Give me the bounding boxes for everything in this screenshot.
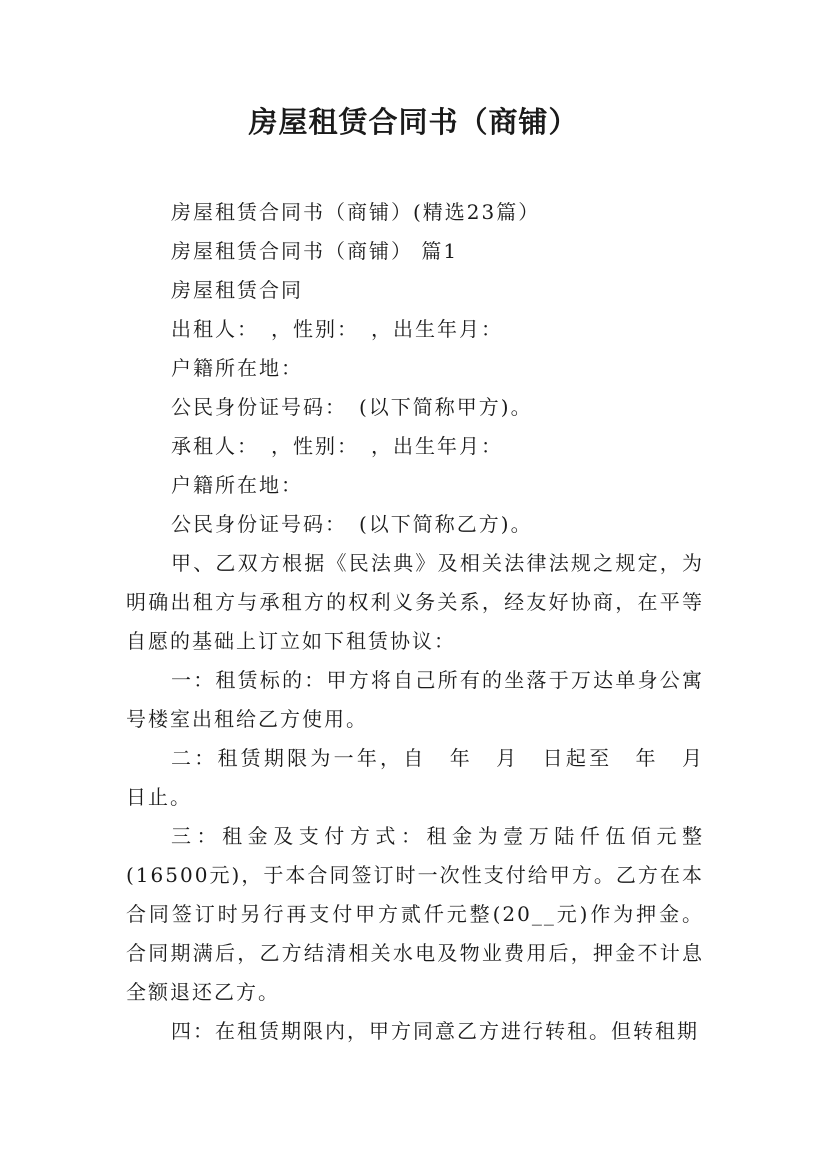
lessee-id-number: 公民身份证号码： (以下简称乙方)。 [171,512,533,536]
lessee-info: 承租人： ，性别： ，出生年月： [171,434,503,458]
document-title: 房屋租赁合同书（商铺） [248,105,579,139]
document-body [126,193,726,1051]
clause-3-paragraph: 三：租金及支付方式：租金为壹万陆仟伍佰元整(16500元)，于本合同签订时一次性支付给甲方。乙方在本合同签订时另行再支付甲方贰仟元整(20__元)作为押金。合同期满后，乙方结清相关水电及物业费用后，押金不计息全额退还乙方。 [126,824,704,1004]
preamble-paragraph: 甲、乙双方根据《民法典》及相关法律法规之规定，为明确出租方与承租方的权利义务关系，经友好协商，在平等自愿的基础上订立如下租赁协议： [126,551,704,653]
lessee-residence: 户籍所在地： [171,473,303,497]
clause-2-paragraph: 二：租赁期限为一年，自 年 月 日起至 年 月 日止。 [126,746,726,809]
clause-1-paragraph: 一：租赁标的：甲方将自己所有的坐落于万达单身公寓号楼室出租给乙方使用。 [126,668,704,731]
clause-4-paragraph: 四：在租赁期限内，甲方同意乙方进行转租。但转租期 [171,1019,699,1043]
lessor-info: 出租人： ，性别： ，出生年月： [171,317,503,341]
lessor-residence: 户籍所在地： [171,356,303,380]
section-heading: 房屋租赁合同书（商铺） 篇1 [171,239,459,263]
lessor-id-number: 公民身份证号码： (以下简称甲方)。 [171,395,533,419]
contract-heading: 房屋租赁合同 [171,278,303,302]
subtitle-line: 房屋租赁合同书（商铺）(精选23篇） [171,200,541,224]
